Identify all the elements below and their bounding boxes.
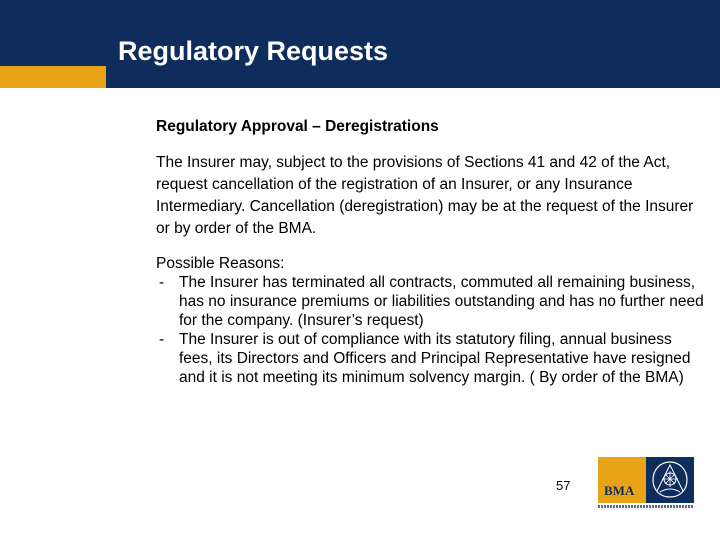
slide-title: Regulatory Requests <box>118 36 389 66</box>
list-item <box>156 273 704 330</box>
logo-text: BMA <box>604 483 635 498</box>
bma-logo <box>598 457 694 511</box>
bullet-marker: - <box>159 274 165 291</box>
logo-emblem-panel <box>646 457 694 503</box>
logo-tagline <box>598 505 694 508</box>
slide-content <box>156 118 704 387</box>
header-accent-bar <box>0 66 106 88</box>
page-number: 57 <box>556 478 571 493</box>
list-item <box>156 330 704 387</box>
body-paragraph: The Insurer may, subject to the provisions of Sections 41 and 42 of the Act, request cancellation of the registration of an Insurer, or any Insurance Intermediary. Cancellation (deregistration) may be at the request of the Insurer or by order of the BMA. <box>156 154 694 237</box>
reason-list <box>156 273 704 387</box>
reason-text: The Insurer has terminated all contracts, commuted all remaining business, has no insurance premiums or liabilities outstanding and has no further need for the company. (Insurer’s request) <box>179 274 704 329</box>
compass-rose-icon <box>649 459 691 501</box>
slide-subtitle: Regulatory Approval – Deregistrations <box>156 118 439 135</box>
reasons-heading: Possible Reasons: <box>156 255 285 272</box>
logo-gold-panel <box>598 457 646 503</box>
bullet-marker: - <box>159 331 165 348</box>
reason-text: The Insurer is out of compliance with its statutory filing, annual business fees, its Directors and Officers and Principal Representative have resigned and it is not meeting its minimum solvency margin. ( By order of the BMA) <box>179 331 691 386</box>
